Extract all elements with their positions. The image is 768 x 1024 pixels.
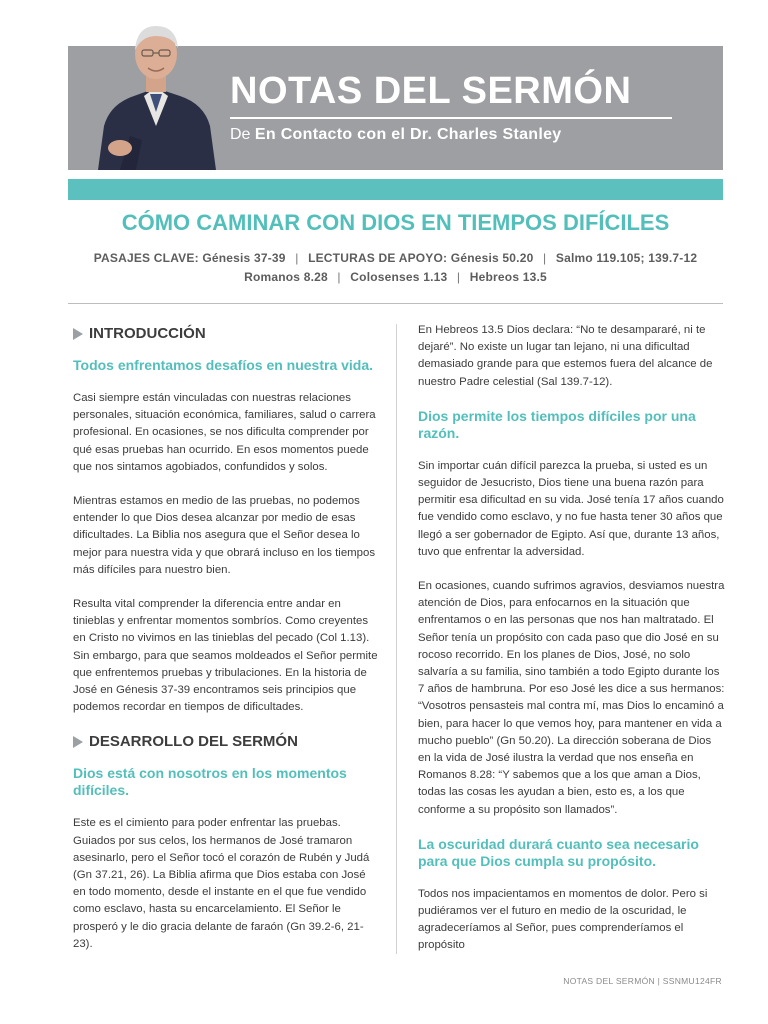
intro-heading-label: INTRODUCCIÓN [89, 325, 206, 342]
byline [230, 126, 562, 144]
support-reading: Romanos 8.28 [244, 270, 328, 284]
support-reading: Génesis 50.20 [450, 251, 534, 265]
support-reading: Hebreos 13.5 [469, 270, 547, 284]
subheading: Dios permite los tiempos difíciles por una razón. [418, 407, 696, 441]
paragraph: Este es el cimiento para poder enfrentar las pruebas. Guiados por sus celos, los hermanos de José tramaron asesinarlo, pero el Señor tocó el corazón de Rubén y Judá (Gn 37.21, 26). La Biblia afirma que Dios estaba con José en todo momento, desde el instante en el que fue vendido como esclavo, hasta su encarcelamiento. El Señor le prosperó y le dio gracia delante de faraón (Gn 39.2-6, 21-23). [73, 817, 370, 950]
intro-subheading: Todos enfrentamos desafíos en nuestra vida. [73, 357, 374, 373]
intro-heading [73, 325, 381, 342]
support-reading: Salmo 119.105; 139.7-12 [555, 251, 698, 265]
speaker-portrait [90, 16, 222, 170]
separator: | [337, 270, 341, 284]
title-underline [230, 117, 672, 119]
paragraph: Todos nos impacientamos en momentos de dolor. Pero si pudiéramos ver el futuro en medio de la oscuridad, le agradeceríamos al Señor, pues comprenderíamos el propósito [418, 887, 708, 952]
development-heading-label: DESARROLLO DEL SERMÓN [89, 733, 298, 751]
support-reading: Colosenses 1.13 [350, 270, 448, 284]
support-readings-label: LECTURAS DE APOYO: [308, 251, 448, 265]
paragraph: Resulta vital comprender la diferencia entre andar en tinieblas y enfrentar momentos sombríos. Como creyentes en Cristo no vivimos en las tinieblas del pecado (Col 1.13). Sin embargo, para que seamos moldeados el Señor permite que enfrentemos pruebas y tribulaciones. En la historia de José en Génesis 37-39 encontramos seis principios que podemos recordar en tiempos de dificultades. [73, 598, 378, 714]
key-passages-line [68, 251, 723, 265]
support-readings-line [68, 270, 723, 284]
subheading: La oscuridad durará cuanto sea necesario para que Dios cumpla su propósito. [418, 835, 699, 869]
page-title: NOTAS DEL SERMÓN [230, 70, 632, 112]
development-heading [73, 733, 381, 750]
paragraph: En Hebreos 13.5 Dios declara: “No te desampararé, ni te dejaré”. No existe un lugar tan lejano, ni una dificultad demasiado grande para que estemos fuera del alcance de nuestro Padre celestial (Sal 139.7-12). [418, 324, 713, 388]
separator: | [456, 270, 461, 284]
column-divider [396, 324, 397, 954]
paragraph: En ocasiones, cuando sufrimos agravios, desviamos nuestra atención de Dios, para enfocarnos en la situación que enfrentamos o en las personas que nos han maltratado. El Señor tenía un propósito con cada paso que dio José en su rocoso recorrido. En los planes de Dios, José, no solo salvaría a su familia, sino también a todo Egipto durante los 7 años de hambruna. Por eso José les dice a sus hermanos: “Vosotros pensasteis mal contra mí, mas Dios lo encaminó a bien, para hacer lo que vemos hoy, para mantener en vida a mucho pueblo” (Gn 50.20). La dirección soberana de Dios en la vida de José ilustra la verdad que nos enseña en Romanos 8.28: “Y sabemos que a los que aman a Dios, todas las cosas les ayudan a bien, esto es, a los que conforme a su propósito son llamados”. [418, 580, 725, 816]
left-column [73, 322, 381, 970]
paragraph: Mientras estamos en medio de las pruebas, no podemos entender lo que Dios desea alcanzar por medio de esas dificultades. La Biblia nos asegura que el Señor desea lo mejor para nuestra vida y que obrará incluso en los tiempos más difíciles para nuestro bien. [73, 495, 376, 576]
triangle-bullet-icon [73, 328, 83, 340]
key-passages-value: Génesis 37-39 [202, 251, 286, 265]
development-subheading: Dios está con nosotros en los momentos difíciles. [73, 765, 347, 799]
section-divider [68, 303, 723, 304]
sermon-title: CÓMO CAMINAR CON DIOS EN TIEMPOS DIFÍCILES [121, 210, 670, 235]
triangle-bullet-icon [73, 736, 83, 748]
page-footer: NOTAS DEL SERMÓN | SSNMU124FR [563, 976, 722, 986]
separator: | [543, 251, 547, 265]
byline-prefix: De [230, 126, 251, 143]
key-passages-label: PASAJES CLAVE: [93, 251, 199, 265]
paragraph: Sin importar cuán difícil parezca la prueba, si usted es un seguidor de Jesucristo, Dios tiene una buena razón para permitir esa dificultad en su vida. José tenía 17 años cuando fue vendido como esclavo, y no fue hasta tener 30 años que llegó a ser gobernador de Egipto. Así que, durante 13 años, tuvo que enfrentar la adversidad. [418, 459, 724, 558]
byline-source: En Contacto con el Dr. Charles Stanley [254, 126, 562, 143]
separator: | [295, 251, 299, 265]
accent-bar [68, 179, 723, 200]
paragraph: Casi siempre están vinculadas con nuestras relaciones personales, situación económica, familiares, salud o carrera profesional. En ocasiones, se nos dificulta comprender por qué esas pruebas han ocurrido. En esos momentos puede que nos sintamos agobiados, confundidos y solos. [73, 392, 376, 473]
right-column [418, 322, 726, 972]
